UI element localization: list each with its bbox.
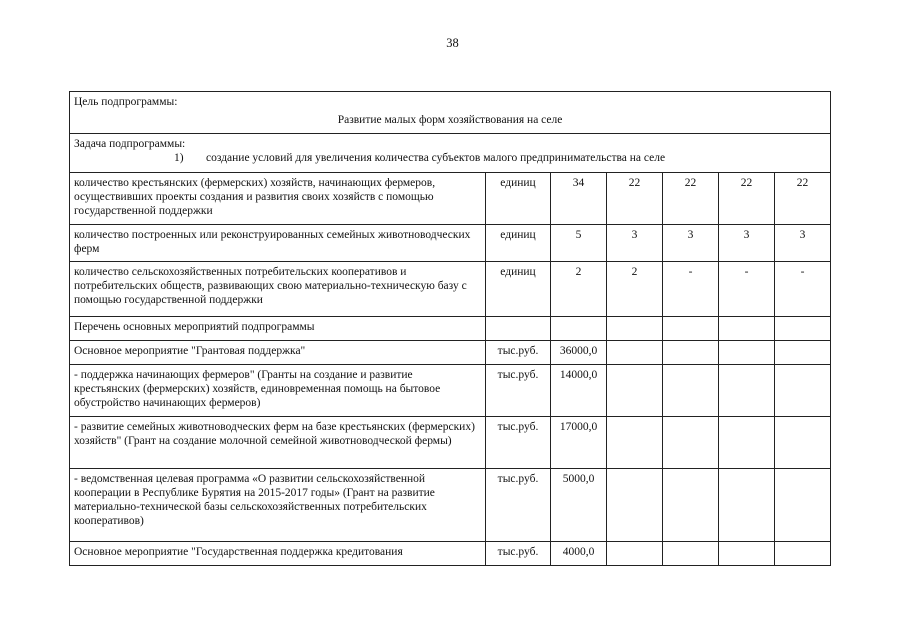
row-name: количество построенных или реконструированных семейных животноводческих ферм: [70, 225, 486, 262]
row-value: 3: [775, 225, 831, 262]
row-unit: тыс.руб.: [486, 469, 551, 542]
row-unit: единиц: [486, 262, 551, 317]
row-value: [663, 365, 719, 417]
row-name: - поддержка начинающих фермеров" (Гранты на создание и развитие крестьянских (фермерских) хозяйств, единовременная помощь на бытовое обустройство начинающих фермеров): [70, 365, 486, 417]
row-value: -: [719, 262, 775, 317]
row-value: [775, 317, 831, 341]
row-value: [719, 542, 775, 566]
row-value: [775, 417, 831, 469]
row-value: [663, 317, 719, 341]
row-value: 17000,0: [551, 417, 607, 469]
row-name: Перечень основных мероприятий подпрограммы: [70, 317, 486, 341]
row-unit: тыс.руб.: [486, 341, 551, 365]
task-text: создание условий для увеличения количества субъектов малого предпринимательства на селе: [206, 152, 666, 164]
row-name: Основное мероприятие "Грантовая поддержка": [70, 341, 486, 365]
table-row: [70, 469, 831, 542]
row-value: [607, 469, 663, 542]
row-unit: [486, 317, 551, 341]
row-name: - развитие семейных животноводческих ферм на базе крестьянских (фермерских) хозяйств" (Грант на создание молочной семейной животноводческой фермы): [70, 417, 486, 469]
row-value: 22: [607, 173, 663, 225]
row-value: 36000,0: [551, 341, 607, 365]
row-unit: тыс.руб.: [486, 365, 551, 417]
row-value: 34: [551, 173, 607, 225]
row-value: 3: [607, 225, 663, 262]
row-name: количество сельскохозяйственных потребительских кооперативов и потребительских обществ, развивающих свою материально-техническую базу с помощью государственной поддержки: [70, 262, 486, 317]
table-row: [70, 225, 831, 262]
row-unit: тыс.руб.: [486, 417, 551, 469]
row-value: 5: [551, 225, 607, 262]
row-value: [775, 341, 831, 365]
goal-cell: [70, 92, 831, 134]
row-value: [663, 417, 719, 469]
row-value: [607, 417, 663, 469]
row-value: 14000,0: [551, 365, 607, 417]
row-name: - ведомственная целевая программа «О развитии сельскохозяйственной кооперации в Республике Бурятия на 2015-2017 годы» (Грант на развитие материально-технической базы сельскохозяйственных потребительских кооперативов): [70, 469, 486, 542]
row-value: 4000,0: [551, 542, 607, 566]
row-value: -: [663, 262, 719, 317]
task-row: [70, 134, 831, 173]
row-value: [719, 469, 775, 542]
row-value: 22: [719, 173, 775, 225]
row-value: -: [775, 262, 831, 317]
task-cell: [70, 134, 831, 173]
row-value: [775, 365, 831, 417]
row-unit: единиц: [486, 225, 551, 262]
row-value: [551, 317, 607, 341]
table-row: [70, 417, 831, 469]
goal-label: Цель подпрограммы:: [74, 96, 178, 108]
row-unit: единиц: [486, 173, 551, 225]
indicator-rows: [70, 173, 831, 566]
row-name: количество крестьянских (фермерских) хозяйств, начинающих фермеров, осуществивших проекты создания и развития своих хозяйств с помощью государственной поддержки: [70, 173, 486, 225]
row-value: [719, 341, 775, 365]
row-value: [719, 365, 775, 417]
row-value: [775, 542, 831, 566]
row-value: [663, 341, 719, 365]
goal-row: [70, 92, 831, 134]
row-value: [607, 365, 663, 417]
row-value: 22: [663, 173, 719, 225]
task-number: 1): [174, 152, 184, 164]
row-value: 5000,0: [551, 469, 607, 542]
table-row: [70, 542, 831, 566]
goal-value: Развитие малых форм хозяйствования на селе: [337, 114, 563, 126]
table-row: [70, 173, 831, 225]
page-number: 38: [446, 36, 459, 50]
row-value: 3: [663, 225, 719, 262]
subprogram-table: [69, 91, 831, 566]
row-value: [607, 317, 663, 341]
task-label: Задача подпрограммы:: [74, 138, 186, 150]
row-value: [663, 542, 719, 566]
table-row: [70, 262, 831, 317]
row-value: [663, 469, 719, 542]
task-line: [74, 151, 826, 165]
row-value: [607, 341, 663, 365]
row-value: [607, 542, 663, 566]
row-value: [719, 417, 775, 469]
table-row: [70, 341, 831, 365]
row-unit: тыс.руб.: [486, 542, 551, 566]
row-value: 2: [551, 262, 607, 317]
row-value: 22: [775, 173, 831, 225]
row-value: 3: [719, 225, 775, 262]
table-row: [70, 317, 831, 341]
row-value: 2: [607, 262, 663, 317]
table-row: [70, 365, 831, 417]
row-value: [719, 317, 775, 341]
row-name: Основное мероприятие "Государственная поддержка кредитования: [70, 542, 486, 566]
row-value: [775, 469, 831, 542]
